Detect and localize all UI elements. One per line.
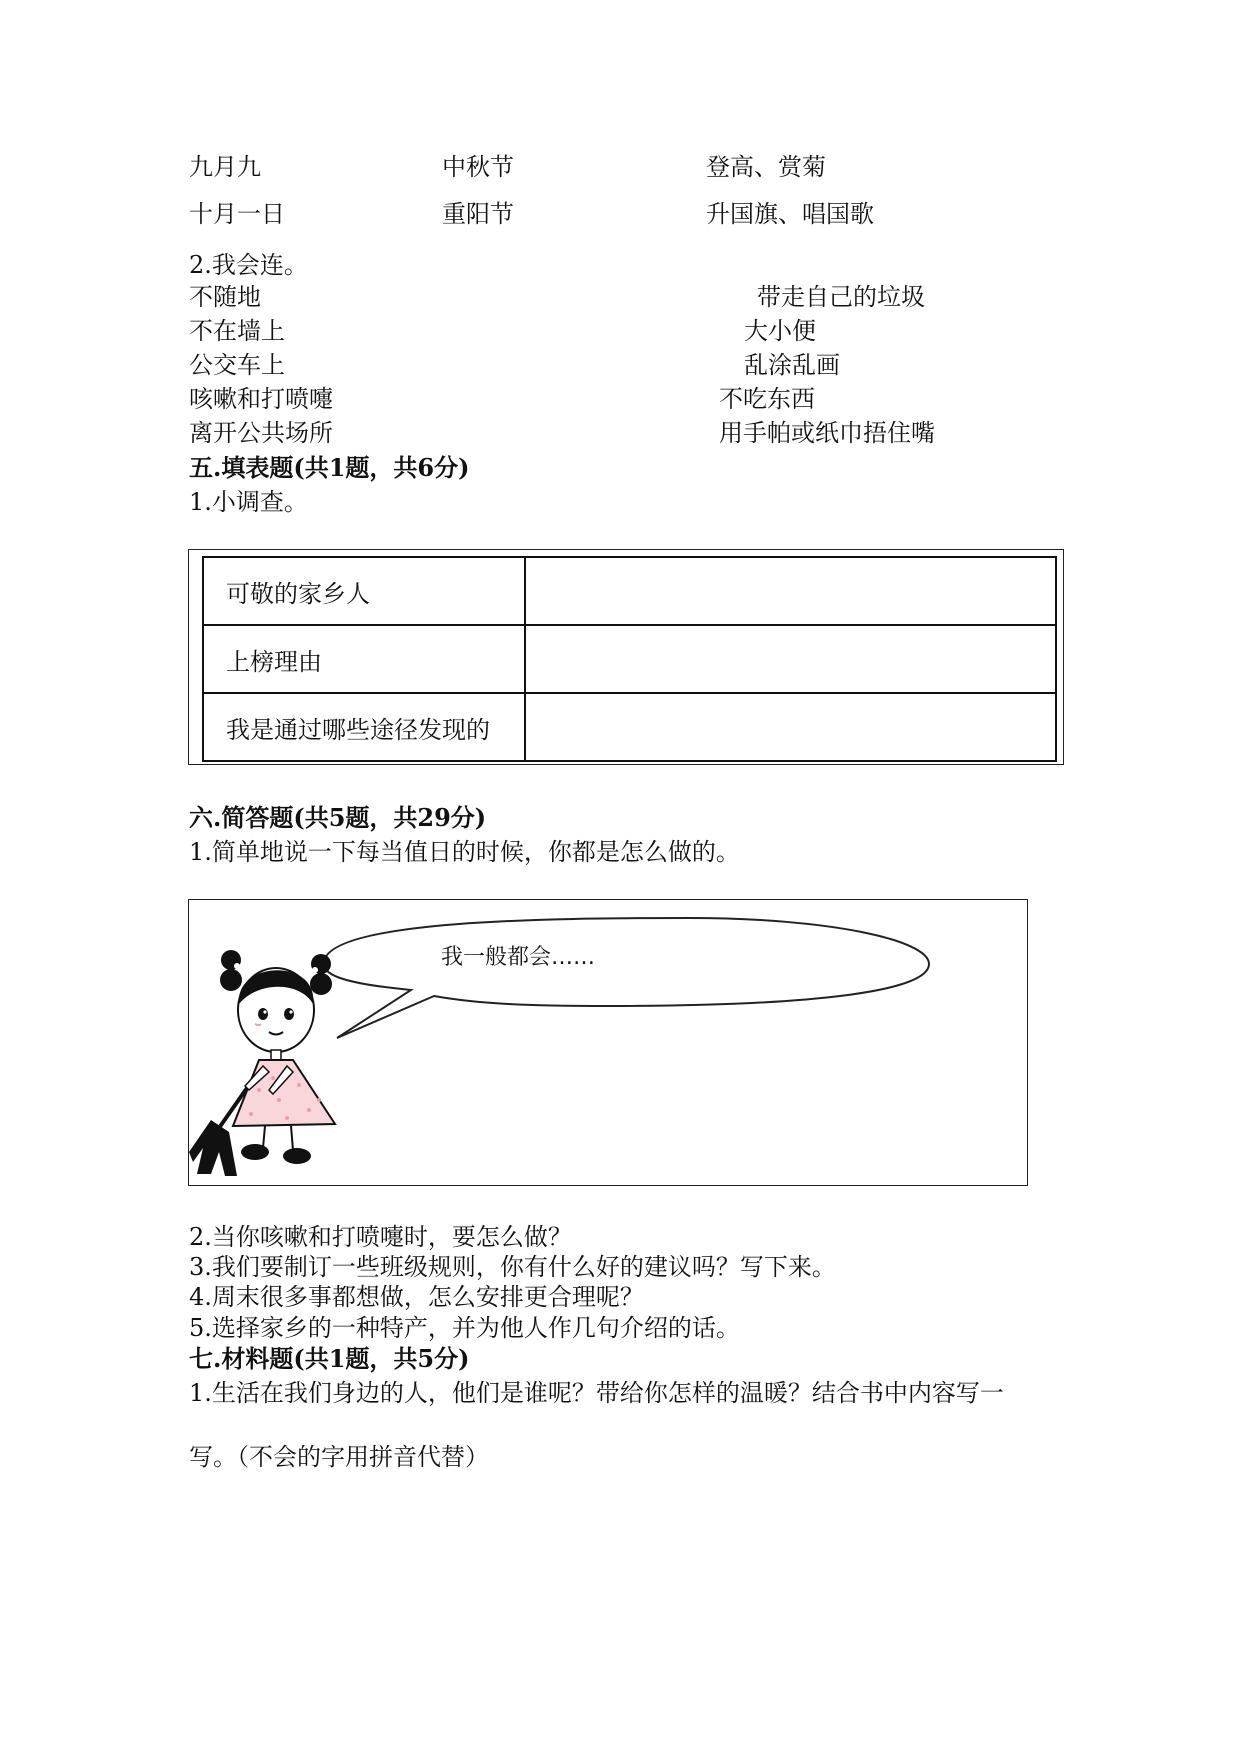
section5-heading: 五.填表题(共1题，共6分) [189, 453, 470, 482]
speech-bubble-text: 我一般都会…… [441, 945, 596, 970]
section6-question-4: 4.周末很多事都想做，怎么安排更合理呢？ [189, 1283, 644, 1311]
section6-question-1: 1.简单地说一下每当值日的时候，你都是怎么做的。 [189, 838, 740, 866]
connect-title: 2.我会连。 [189, 251, 308, 279]
match-date: 九月九 [189, 153, 261, 181]
section7-question-1-line1: 1.生活在我们身边的人，他们是谁呢？带给你怎样的温暖？结合书中内容写一 [189, 1379, 1004, 1407]
speech-bubble [324, 918, 929, 1038]
connect-right-item: 大小便 [744, 317, 816, 345]
broom-icon [189, 1088, 247, 1176]
connect-right-item: 不吃东西 [719, 385, 815, 413]
section7-question-1-line2: 写。（不会的字用拼音代替） [189, 1443, 489, 1471]
survey-table [202, 556, 1057, 762]
match-custom: 登高、赏菊 [706, 153, 826, 181]
connect-left-item: 公交车上 [189, 351, 285, 379]
duty-illustration [189, 900, 1027, 1185]
table-row [203, 693, 1056, 761]
section6-heading: 六.简答题(共5题，共29分) [189, 803, 487, 832]
section5-question-1: 1.小调查。 [189, 488, 308, 516]
connect-left-item: 咳嗽和打喷嚏 [189, 385, 333, 413]
table-row [203, 625, 1056, 693]
connect-right-item: 乱涂乱画 [744, 351, 840, 379]
table-label-cell: 上榜理由 [203, 625, 525, 693]
girl-figure [220, 950, 335, 1164]
table-label-cell: 可敬的家乡人 [203, 557, 525, 625]
connect-left-item: 不随地 [189, 283, 261, 311]
table-answer-cell[interactable] [525, 625, 1056, 693]
duty-illustration-box [188, 899, 1028, 1186]
section6-question-3: 3.我们要制订一些班级规则，你有什么好的建议吗？写下来。 [189, 1253, 836, 1281]
table-answer-cell[interactable] [525, 693, 1056, 761]
table-label-cell: 我是通过哪些途径发现的 [203, 693, 525, 761]
table-answer-cell[interactable] [525, 557, 1056, 625]
connect-left-item: 不在墙上 [189, 317, 285, 345]
match-festival: 中秋节 [442, 153, 514, 181]
match-custom: 升国旗、唱国歌 [706, 200, 874, 228]
section6-question-2: 2.当你咳嗽和打喷嚏时，要怎么做？ [189, 1223, 572, 1251]
match-festival: 重阳节 [442, 200, 514, 228]
connect-right-item: 用手帕或纸巾捂住嘴 [719, 419, 935, 447]
section7-heading: 七.材料题(共1题，共5分) [189, 1344, 470, 1373]
connect-left-item: 离开公共场所 [189, 419, 333, 447]
section6-question-5: 5.选择家乡的一种特产，并为他人作几句介绍的话。 [189, 1314, 740, 1342]
connect-right-item: 带走自己的垃圾 [757, 283, 925, 311]
match-date: 十月一日 [189, 200, 285, 228]
table-row [203, 557, 1056, 625]
